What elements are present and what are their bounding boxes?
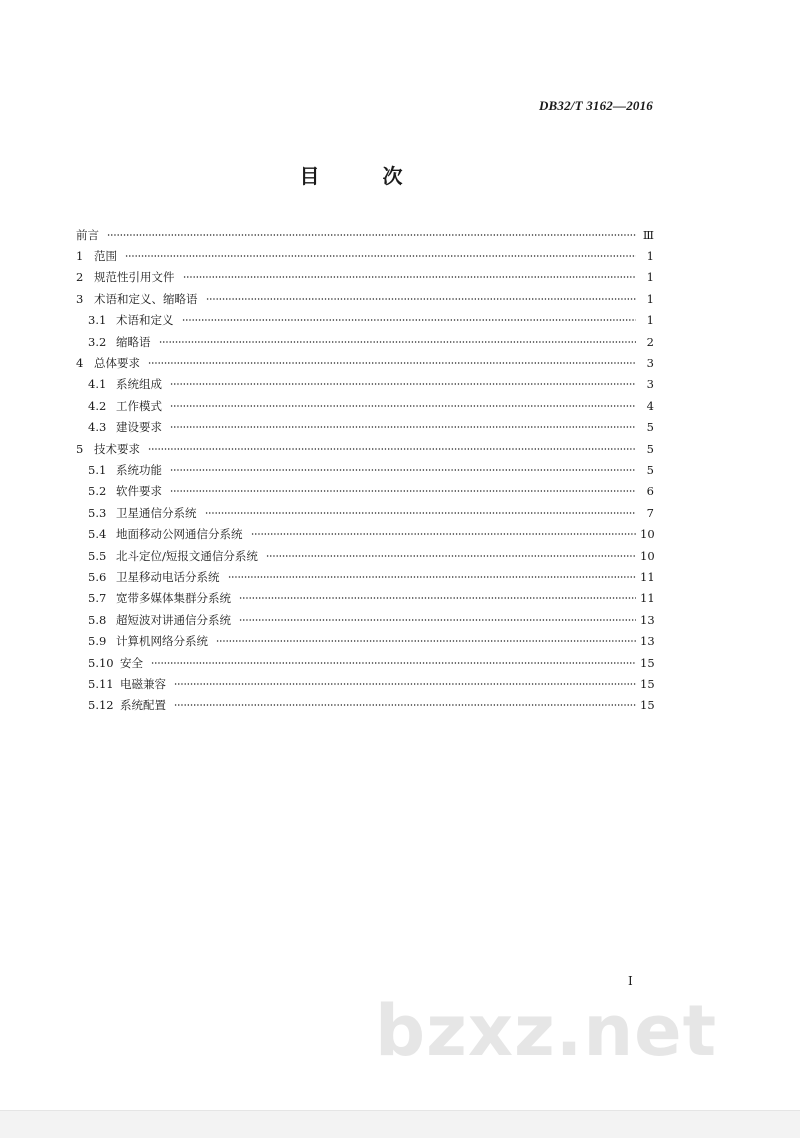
toc-entry-number: 5.4	[88, 527, 107, 542]
viewer-bottom-strip	[0, 1110, 800, 1138]
toc-leader-dots	[148, 358, 636, 368]
toc-entry-number: 5.10	[88, 655, 114, 670]
toc-entry-label: 规范性引用文件	[94, 270, 175, 285]
toc-entry-page: 1	[646, 291, 654, 306]
toc-entry-page: 1	[646, 270, 654, 285]
toc-entry-page: 2	[646, 334, 654, 349]
toc-leader-dots	[182, 315, 637, 325]
toc-entry-page: Ⅲ	[642, 227, 654, 242]
toc-entry-number: 5.6	[88, 569, 107, 584]
toc-entry-label: 工作模式	[116, 398, 162, 413]
toc-entry[interactable]	[74, 695, 654, 716]
toc-entry-page: 5	[646, 441, 654, 456]
toc-entry-page: 3	[646, 356, 654, 371]
page-title: 目 次	[299, 164, 431, 188]
toc-entry[interactable]	[74, 630, 654, 651]
toc-entry-label: 软件要求	[116, 484, 162, 499]
toc-entry[interactable]	[74, 310, 654, 331]
toc-entry-label: 超短波对讲通信分系统	[116, 612, 231, 627]
toc-leader-dots	[148, 444, 636, 454]
toc-entry-number: 5.7	[88, 591, 107, 606]
toc-entry[interactable]	[74, 245, 654, 266]
toc-entry-label: 建设要求	[116, 420, 162, 435]
toc-entry-label: 范围	[94, 249, 117, 264]
toc-leader-dots	[251, 529, 637, 539]
toc-entry[interactable]	[74, 331, 654, 352]
toc-entry-label: 计算机网络分系统	[116, 634, 208, 649]
toc-leader-dots	[170, 422, 636, 432]
toc-entry-page: 15	[640, 655, 655, 670]
toc-entry-number: 5.9	[88, 634, 107, 649]
toc-leader-dots	[174, 679, 636, 689]
toc-leader-dots	[206, 294, 637, 304]
toc-entry-label: 前言	[76, 227, 99, 242]
toc-entry-label: 系统组成	[116, 377, 162, 392]
toc-entry-number: 3	[76, 291, 84, 306]
toc-entry[interactable]	[74, 673, 654, 694]
toc-entry-number: 5.3	[88, 505, 107, 520]
toc-entry-number: 3.2	[88, 334, 107, 349]
toc-entry-page: 1	[646, 249, 654, 264]
toc-entry-label: 术语和定义、缩略语	[94, 291, 198, 306]
toc-entry-number: 5.1	[88, 462, 107, 477]
toc-entry[interactable]	[74, 588, 654, 609]
toc-entry[interactable]	[74, 395, 654, 416]
toc-leader-dots	[174, 700, 636, 710]
toc-entry-number: 5.11	[88, 676, 114, 691]
toc-entry-page: 13	[640, 612, 655, 627]
toc-leader-dots	[205, 508, 637, 518]
toc-entry-number: 5.5	[88, 548, 107, 563]
toc-entry[interactable]	[74, 352, 654, 373]
toc-leader-dots	[170, 379, 636, 389]
toc-entry-label: 宽带多媒体集群分系统	[116, 591, 231, 606]
toc-entry[interactable]	[74, 374, 654, 395]
toc-leader-dots	[239, 615, 636, 625]
toc-entry-number: 5.8	[88, 612, 107, 627]
toc-entry-label: 地面移动公网通信分系统	[116, 527, 243, 542]
toc-entry-page: 1	[646, 313, 654, 328]
toc-leader-dots	[170, 486, 636, 496]
toc-leader-dots	[228, 572, 637, 582]
toc-entry[interactable]	[74, 267, 654, 288]
toc-leader-dots	[107, 230, 636, 240]
toc-entry-page: 6	[646, 484, 654, 499]
toc-entry-number: 3.1	[88, 313, 107, 328]
toc-entry[interactable]	[74, 438, 654, 459]
toc-entry-page: 5	[646, 420, 654, 435]
toc-entry[interactable]	[74, 545, 654, 566]
toc-entry[interactable]	[74, 502, 654, 523]
toc-entry-number: 4.2	[88, 398, 107, 413]
toc-leader-dots	[266, 551, 636, 561]
toc-entry-label: 系统功能	[116, 462, 162, 477]
toc-entry-label: 北斗定位/短报文通信分系统	[116, 548, 258, 563]
toc-entry[interactable]	[74, 459, 654, 480]
toc-entry-page: 13	[640, 634, 655, 649]
toc-entry[interactable]	[74, 609, 654, 630]
toc-entry-page: 10	[640, 527, 655, 542]
toc-entry-page: 7	[646, 505, 654, 520]
toc-entry-number: 4.1	[88, 377, 107, 392]
toc-entry[interactable]	[74, 523, 654, 544]
page-number: I	[628, 974, 633, 988]
document-code: DB32/T 3162—2016	[538, 98, 653, 113]
toc-entry[interactable]	[74, 417, 654, 438]
toc-entry-label: 电磁兼容	[120, 676, 166, 691]
toc-leader-dots	[170, 465, 636, 475]
toc-leader-dots	[151, 658, 636, 668]
toc-entry-page: 11	[640, 569, 655, 584]
toc-entry-page: 5	[646, 462, 654, 477]
toc-entry[interactable]	[74, 288, 654, 309]
toc-entry-number: 2	[76, 270, 84, 285]
watermark: bzxz.net	[375, 990, 718, 1072]
toc-entry[interactable]	[74, 566, 654, 587]
toc-leader-dots	[159, 337, 637, 347]
toc-entry-page: 11	[640, 591, 655, 606]
toc-entry-label: 术语和定义	[116, 313, 174, 328]
toc-entry-page: 3	[646, 377, 654, 392]
toc-entry-number: 4.3	[88, 420, 107, 435]
toc-entry-number: 5	[76, 441, 84, 456]
toc-entry-number: 5.12	[88, 698, 114, 713]
toc-entry-label: 安全	[120, 655, 143, 670]
toc-entry-number: 1	[76, 249, 84, 264]
toc-entry-label: 卫星通信分系统	[116, 505, 197, 520]
toc-entry-label: 缩略语	[116, 334, 151, 349]
toc-leader-dots	[125, 251, 636, 261]
toc-entry[interactable]	[74, 481, 654, 502]
toc-entry-page: 10	[640, 548, 655, 563]
toc-entry-number: 4	[76, 356, 84, 371]
toc-entry-label: 系统配置	[120, 698, 166, 713]
toc-leader-dots	[216, 636, 636, 646]
toc-entry-page: 15	[640, 676, 655, 691]
toc-entry-label: 总体要求	[94, 356, 140, 371]
toc-leader-dots	[239, 593, 636, 603]
toc-entry[interactable]	[74, 224, 654, 245]
toc-entry-number: 5.2	[88, 484, 107, 499]
toc-entry-label: 技术要求	[94, 441, 140, 456]
toc-entry-page: 4	[646, 398, 654, 413]
toc-leader-dots	[183, 272, 637, 282]
toc-entry-label: 卫星移动电话分系统	[116, 569, 220, 584]
toc-leader-dots	[170, 401, 636, 411]
toc-entry[interactable]	[74, 652, 654, 673]
table-of-contents	[74, 224, 654, 716]
toc-entry-page: 15	[640, 698, 655, 713]
